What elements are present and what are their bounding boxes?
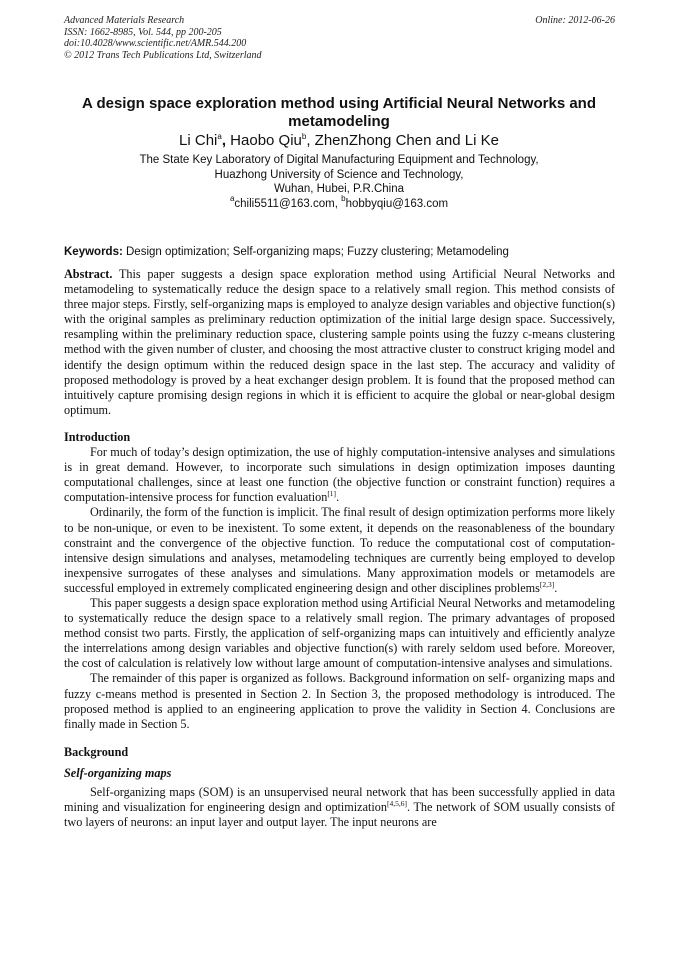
introduction-heading: Introduction (64, 429, 131, 444)
online-date: Online: 2012-06-26 (535, 15, 615, 26)
author-marker: a (217, 132, 222, 141)
author-name: Li Chi (179, 132, 218, 149)
body-paragraph (64, 445, 615, 505)
author-names-rest: , ZhenZhong Chen and Li Ke (306, 132, 499, 149)
paragraph-text: For much of today’s design optimization, the use of highly computation-intensive analyses and simulations is in great demand. However, to incorporate such simulations in design optimization imposes daunting computational challenges, since at least one function (the objective function or constraint function) requires a computation-intensive process for function evaluation (64, 445, 615, 505)
affiliation-line: The State Key Laboratory of Digital Manufacturing Equipment and Technology, (139, 154, 539, 166)
author-marker: b (301, 132, 307, 141)
citation: [2,3] (539, 579, 555, 589)
affiliation (40, 153, 638, 211)
paper-body (64, 267, 615, 830)
abstract-text: This paper suggests a design space exploration method using Artificial Neural Networks and metamodeling to systematically reduce the design space to a relatively small region. This method consists of three major steps. Firstly, self-organizing maps is employed to analyze design variables and objective function(s) with the original samples as preliminary reduction optimization of the initial large design space. Successively, resampling within the preliminary reduction space, clustering sample points using the fuzzy c-means clustering method with the given number of cluster, and choosing the most attractive cluster to construct kriging model and identify the design optimum within the reduced design space in the last step. The accuracy and validity of proposed methodology is proved by a heat exchanger design problem. It is found that the proposed method can intuitively capture promising design regions in which it is efficient to acquire the global or near-global desigm optimum. (64, 267, 615, 417)
copyright-line: © 2012 Trans Tech Publications Ltd, Switzerland (64, 49, 262, 61)
background-heading: Background (64, 744, 129, 759)
journal-name: Advanced Materials Research (64, 15, 185, 26)
affiliation-line: Huazhong University of Science and Technology, (214, 168, 464, 181)
author-name: Haobo Qiu (230, 132, 302, 149)
affiliation-line: Wuhan, Hubei, P.R.China (274, 183, 404, 195)
paragraph-end: . (554, 580, 558, 595)
citation: [4,5,6] (386, 799, 407, 809)
paper-title: A design space exploration method using Artificial Neural Networks and metamodeling (82, 95, 596, 130)
email-marker: a (229, 193, 235, 203)
paragraph-end: . The network of SOM usually consists of two layers of neurons: an input layer and output layer. The input neurons are (64, 800, 615, 830)
author-emails (40, 193, 638, 212)
email-address: chili5511@163.com, (234, 197, 342, 210)
body-paragraph (64, 785, 615, 830)
email-address: hobbyqiu@163.com (345, 197, 449, 210)
paragraph-end: . (336, 490, 340, 505)
email-marker: b (341, 193, 346, 203)
paragraph-text: Ordinarily, the form of the function is implicit. The final result of design optimization performs more likely to be non-unique, or even to be inexistent. To some extent, it depends on the reasonableness of the boundary constraint and the convergence of the objective function. To reduce the computational cost of computation-intensive design simulations and analyses, metamodeling techniques are currently being employed to develop inexpensive surrogates of these analyses and simulations. Many approximation models or metamodels are successful employed in extremely complicated engineering design and other disciplines problems (64, 505, 615, 595)
doi-line: doi:10.4028/www.scientific.net/AMR.544.200 (64, 38, 247, 49)
body-paragraph: This paper suggests a design space exploration method using Artificial Neural Networks and metamodeling to systematically reduce the design space to a relatively small region. The primary advantages of proposed method consist two parts. Firstly, the application of self-organizing maps can intuitively and efficiently analyze the interrelations among design variables and objective function(s) with rarely seldom used before. Moreover, the cost of calculation is relatively low without large amount of computation-intensive analyses and simulations. (64, 595, 615, 671)
abstract-paragraph (64, 267, 615, 418)
body-paragraph (64, 505, 615, 596)
citation: [1] (327, 489, 337, 499)
issn-line: ISSN: 1662-8985, Vol. 544, pp 200-205 (64, 26, 222, 38)
author-separator: , (221, 132, 231, 149)
abstract-label: Abstract. (64, 267, 113, 281)
paragraph-text: Self-organizing maps (SOM) is an unsupervised neural network that has been successfully applied in data mining and visualization for engineering design and optimization (64, 785, 615, 815)
publication-header (64, 15, 615, 61)
keywords (64, 245, 615, 259)
keywords-text: Design optimization; Self-organizing maps; Fuzzy clustering; Metamodeling (122, 246, 509, 258)
author-list (40, 132, 638, 150)
body-paragraph: The remainder of this paper is organized as follows. Background information on self- organizing maps and fuzzy c-means method is presented in Section 2. In Section 3, the proposed methodology is introduced. The proposed method is applied to an engineering application to prove the validity in Section 4. Conclusions are finally made in Section 5. (64, 671, 615, 731)
keywords-label: Keywords: (64, 246, 123, 258)
som-subheading: Self-organizing maps (64, 765, 172, 780)
